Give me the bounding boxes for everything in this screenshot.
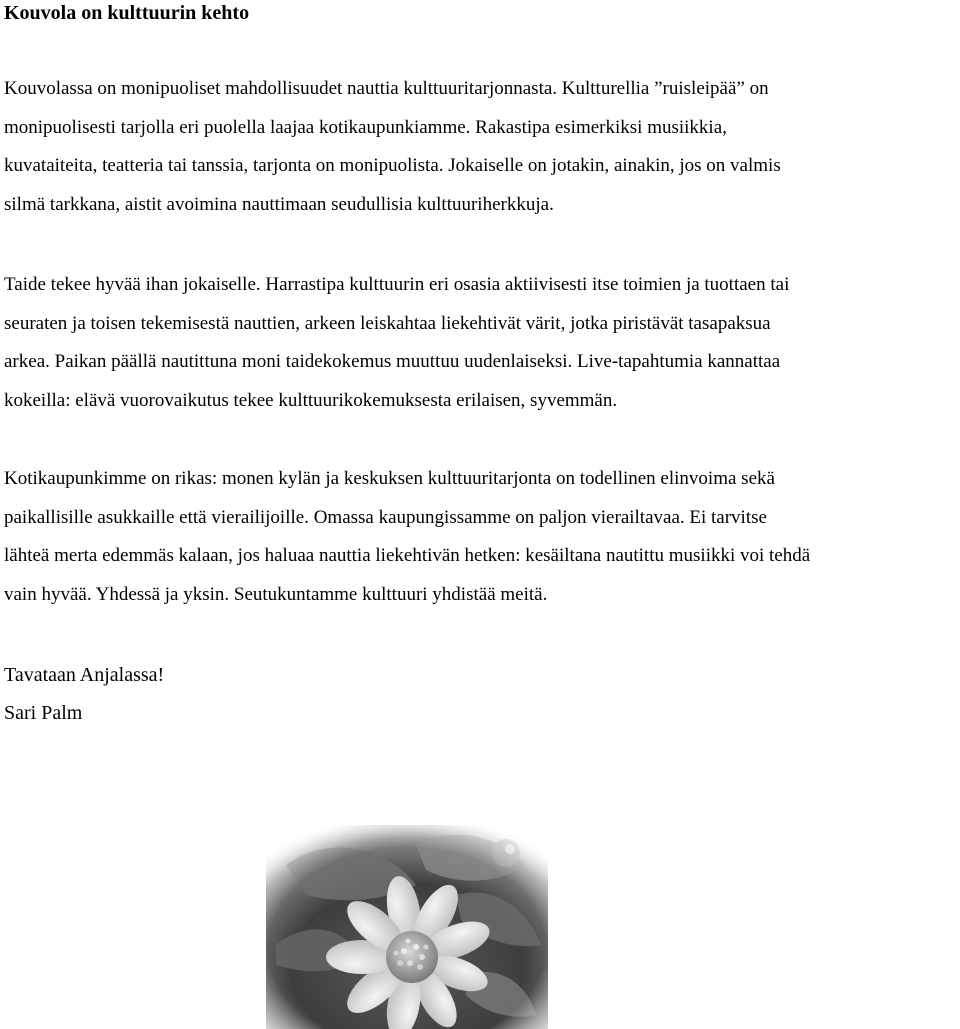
paragraph-line: paikallisille asukkaille että vierailijoille. Omassa kaupungissamme on paljon vierailtavaa. Ei tarvitse [4, 506, 767, 528]
paragraph-line: Kouvolassa on monipuoliset mahdollisuudet nauttia kulttuuritarjonnasta. Kultturellia ”ruisleipää” on [4, 78, 769, 99]
paragraph-line: kuvataiteita, teatteria tai tanssia, tarjonta on monipuolista. Jokaiselle on jotakin, ainakin, jos on valmis [4, 155, 781, 177]
document-title: Kouvola on kulttuurin kehto [4, 2, 250, 24]
paragraph-line: vain hyvää. Yhdessä ja yksin. Seutukuntamme kulttuuri yhdistää meitä. [4, 583, 548, 605]
paragraph-art-for-everyone [4, 266, 960, 420]
paragraph-line: kokeilla: elävä vuorovaikutus tekee kulttuurikokemuksesta erilaisen, syvemmän. [4, 389, 618, 411]
paragraph-culture-offering [4, 70, 960, 224]
paragraph-line: lähteä merta edemmäs kalaan, jos haluaa nauttia liekehtivän hetken: kesäiltana nautittu musiikki voi tehdä [4, 545, 811, 567]
paragraph-line: seuraten ja toisen tekemisestä nauttien, arkeen leiskahtaa liekehtivät värit, jotka piristävät tasapaksua [4, 312, 771, 334]
paragraph-line: monipuolisesti tarjolla eri puolella laajaa kotikaupunkiamme. Rakastipa esimerkiksi musiikkia, [4, 116, 727, 138]
signature-name: Sari Palm [4, 702, 83, 724]
paragraph-line: arkea. Paikan päällä nautittuna moni taidekokemus muuttuu uudenlaiseksi. Live-tapahtumia kannattaa [4, 351, 781, 373]
closing-block [4, 656, 164, 732]
paragraph-line: Kotikaupunkimme on rikas: monen kylän ja keskuksen kulttuuritarjonta on todellinen elinvoima sekä [4, 468, 775, 489]
paragraph-line: Taide tekee hyvää ihan jokaiselle. Harrastipa kulttuurin eri osasia aktiivisesti itse toimien ja tuottaen tai [4, 274, 790, 295]
closing-greeting: Tavataan Anjalassa! [4, 664, 165, 686]
paragraph-line: silmä tarkkana, aistit avoimina nauttimaan seudullisia kulttuuriherkkuja. [4, 193, 554, 215]
dahlia-flower-photo [266, 825, 548, 1029]
paragraph-rich-hometown [4, 460, 960, 614]
